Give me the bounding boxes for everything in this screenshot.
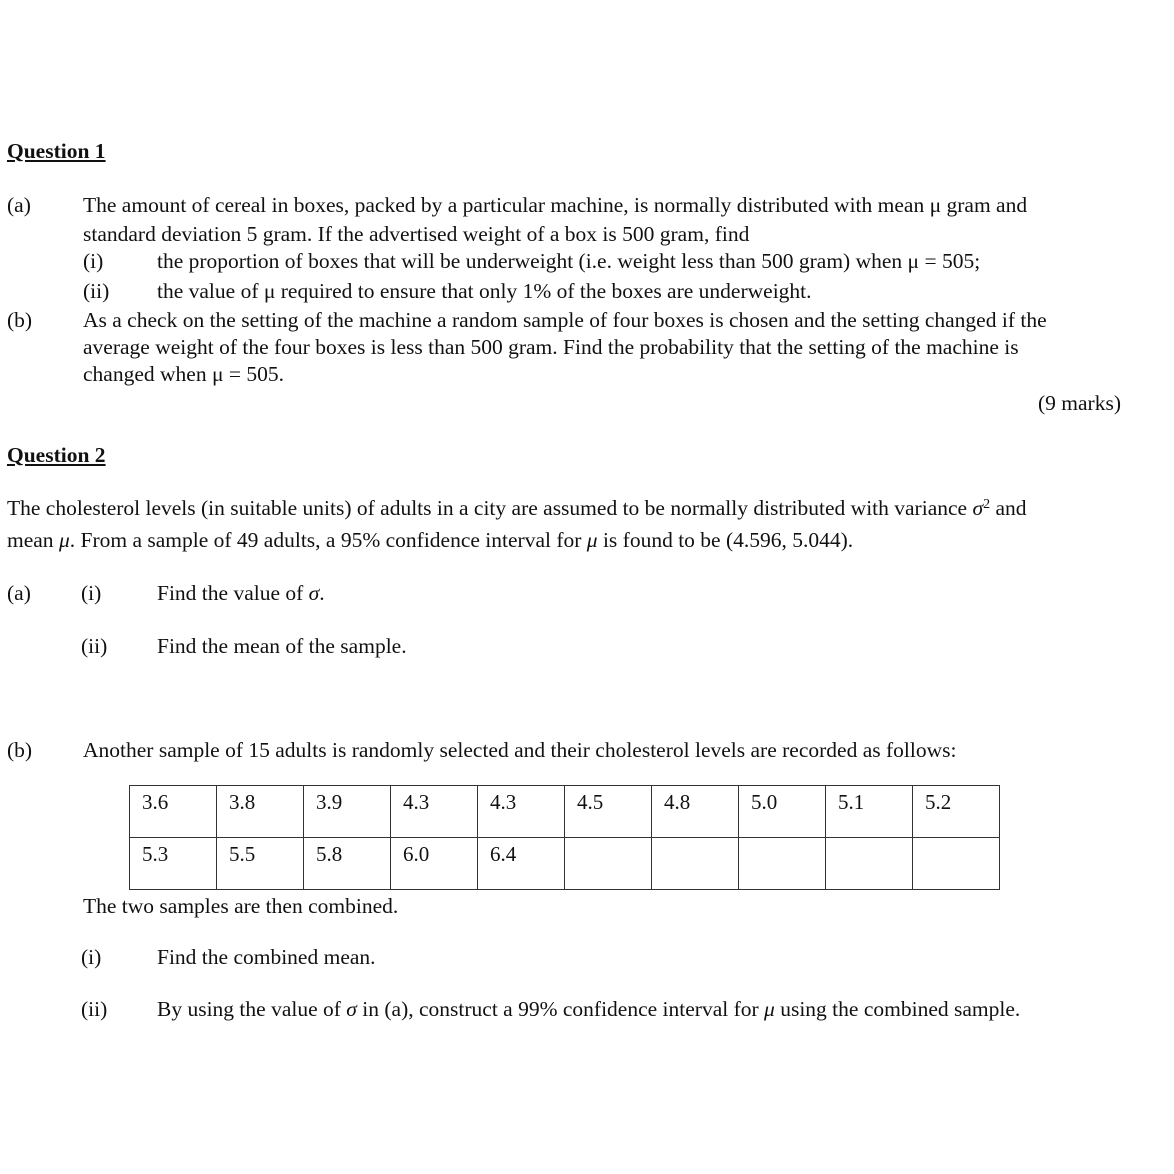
q1-subpart-i-text: the proportion of boxes that will be underweight (i.e. weight less than 500 gram) when μ = 505; bbox=[157, 249, 981, 273]
q2-part-a-label: (a) bbox=[7, 581, 31, 605]
sigma-symbol: σ bbox=[972, 496, 984, 520]
table-cell: 5.8 bbox=[304, 838, 391, 890]
table-row bbox=[130, 786, 1000, 838]
table-cell bbox=[652, 838, 739, 890]
question-1-heading: Question 1 bbox=[7, 139, 106, 163]
question-2-heading: Question 2 bbox=[7, 443, 106, 467]
q2-b-subpart-i-label: (i) bbox=[81, 945, 102, 969]
q1-part-a-line-2: standard deviation 5 gram. If the advertised weight of a box is 500 gram, find bbox=[83, 222, 750, 246]
table-cell: 4.3 bbox=[478, 786, 565, 838]
q2-intro-line-2: mean μ. From a sample of 49 adults, a 95% confidence interval for μ is found to be (4.596, 5.044). bbox=[7, 528, 854, 552]
table-cell bbox=[913, 838, 1000, 890]
table-cell: 5.0 bbox=[739, 786, 826, 838]
q2-b-subpart-ii-label: (ii) bbox=[81, 997, 108, 1021]
table-cell: 5.1 bbox=[826, 786, 913, 838]
table-cell bbox=[739, 838, 826, 890]
q1-part-b-line-2: average weight of the four boxes is less than 500 gram. Find the probability that the setting of the machine is bbox=[83, 335, 1019, 359]
table-cell: 5.3 bbox=[130, 838, 217, 890]
table-cell bbox=[565, 838, 652, 890]
table-cell: 3.8 bbox=[217, 786, 304, 838]
q2-a-subpart-ii-label: (ii) bbox=[81, 634, 108, 658]
q1-marks: (9 marks) bbox=[1038, 391, 1121, 415]
q1-part-a-label: (a) bbox=[7, 193, 31, 217]
cholesterol-data-table bbox=[129, 785, 1000, 890]
table-cell: 5.5 bbox=[217, 838, 304, 890]
q2-b-subpart-ii-text: By using the value of σ in (a), construct a 99% confidence interval for μ using the combined sample. bbox=[157, 997, 1021, 1021]
q2-b-subpart-i-text: Find the combined mean. bbox=[157, 945, 376, 969]
q2-a-subpart-i-label: (i) bbox=[81, 581, 102, 605]
q2-combined-text: The two samples are then combined. bbox=[83, 894, 399, 918]
table-cell: 4.3 bbox=[391, 786, 478, 838]
q2-a-subpart-ii-text: Find the mean of the sample. bbox=[157, 634, 407, 658]
table-cell: 5.2 bbox=[913, 786, 1000, 838]
q1-subpart-ii-label: (ii) bbox=[83, 279, 110, 303]
table-cell bbox=[826, 838, 913, 890]
q2-part-b-label: (b) bbox=[7, 738, 33, 762]
squared-superscript: 2 bbox=[983, 497, 991, 512]
q1-part-b-line-3: changed when μ = 505. bbox=[83, 362, 284, 386]
q1-part-b-label: (b) bbox=[7, 308, 33, 332]
table-cell: 6.4 bbox=[478, 838, 565, 890]
table-cell: 4.5 bbox=[565, 786, 652, 838]
q1-subpart-ii-text: the value of μ required to ensure that only 1% of the boxes are underweight. bbox=[157, 279, 812, 303]
table-cell: 6.0 bbox=[391, 838, 478, 890]
q2-a-subpart-i-text: Find the value of σ. bbox=[157, 581, 325, 605]
table-cell: 3.6 bbox=[130, 786, 217, 838]
q2-intro-line-1: The cholesterol levels (in suitable units) of adults in a city are assumed to be normally distributed with variance $\sigma^2$ and bbox=[7, 496, 1027, 520]
q2-part-b-text: Another sample of 15 adults is randomly selected and their cholesterol levels are recorded as follows: bbox=[83, 738, 957, 762]
q1-subpart-i-label: (i) bbox=[83, 249, 104, 273]
table-cell: 4.8 bbox=[652, 786, 739, 838]
table-cell: 3.9 bbox=[304, 786, 391, 838]
table-row bbox=[130, 838, 1000, 890]
q1-part-b-line-1: As a check on the setting of the machine a random sample of four boxes is chosen and the setting changed if the bbox=[83, 308, 1047, 332]
q1-part-a-line-1: The amount of cereal in boxes, packed by a particular machine, is normally distributed with mean μ gram and bbox=[83, 193, 1028, 217]
